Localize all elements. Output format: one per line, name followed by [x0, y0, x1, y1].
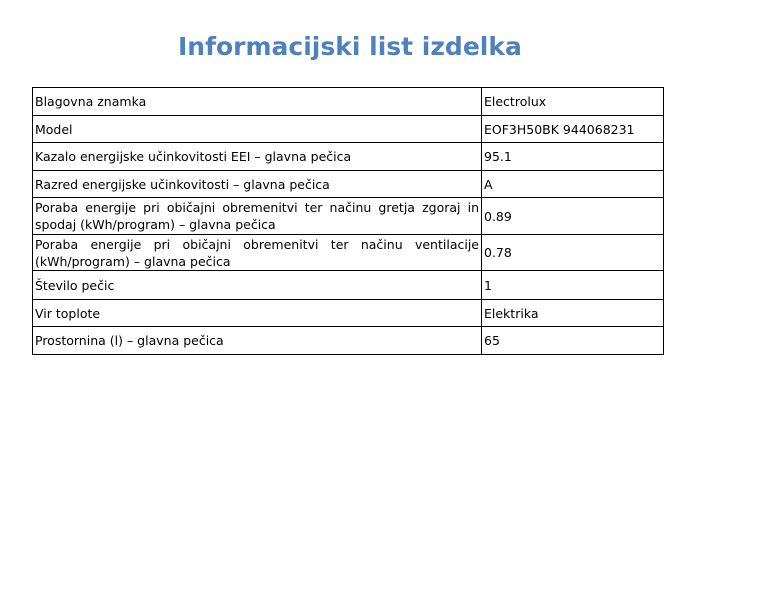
table-row-model — [33, 116, 664, 143]
row-label: Poraba energije pri običajni obremenitvi ter načinu gretja zgoraj in spodaj (kWh/program) – glavna pečica — [33, 198, 482, 235]
page-title: Informacijski list izdelka — [178, 32, 522, 61]
table-row-eei — [33, 143, 664, 171]
product-info-table — [32, 87, 664, 355]
row-label: Poraba energije pri običajni obremenitvi ter načinu ventilacije (kWh/program) – glavna pečica — [33, 235, 482, 271]
row-label: Število pečic — [33, 271, 482, 300]
table-row-consumption-conventional — [33, 198, 664, 235]
row-label: Razred energijske učinkovitosti – glavna pečica — [33, 171, 482, 198]
table-row-energy-class — [33, 171, 664, 198]
table-row-volume — [33, 327, 664, 355]
row-label: Blagovna znamka — [33, 88, 482, 116]
table-row-brand — [33, 88, 664, 116]
row-value: 0.78 — [482, 235, 664, 271]
row-value: 65 — [482, 327, 664, 355]
table-row-cavities — [33, 271, 664, 300]
row-value: Electrolux — [482, 88, 664, 116]
row-label: Prostornina (l) – glavna pečica — [33, 327, 482, 355]
table-row-heat-source — [33, 300, 664, 327]
row-value: 1 — [482, 271, 664, 300]
row-value: A — [482, 171, 664, 198]
table-row-consumption-fan — [33, 235, 664, 271]
row-value: 0.89 — [482, 198, 664, 235]
row-label: Kazalo energijske učinkovitosti EEI – glavna pečica — [33, 143, 482, 171]
row-label: Vir toplote — [33, 300, 482, 327]
row-label: Model — [33, 116, 482, 143]
row-value: EOF3H50BK 944068231 — [482, 116, 664, 143]
row-value: 95.1 — [482, 143, 664, 171]
row-value: Elektrika — [482, 300, 664, 327]
